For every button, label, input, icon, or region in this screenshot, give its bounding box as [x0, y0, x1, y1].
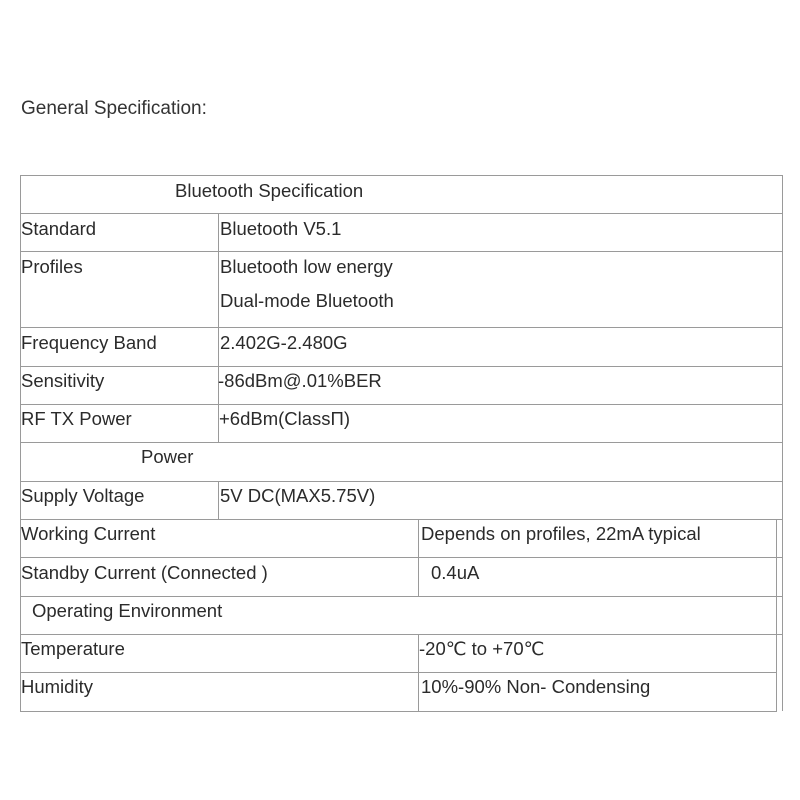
row-divider — [20, 596, 783, 597]
row-divider — [20, 519, 783, 520]
value-sensitivity: -86dBm@.01%BER — [218, 370, 382, 391]
label-humidity: Humidity — [21, 676, 93, 697]
column-divider — [418, 519, 419, 596]
row-divider — [20, 442, 783, 443]
row-divider — [20, 366, 783, 367]
column-divider — [218, 481, 219, 519]
row-divider — [20, 481, 783, 482]
label-rf-tx-power: RF TX Power — [21, 408, 132, 429]
value-frequency-band: 2.402G-2.480G — [220, 332, 348, 353]
label-supply-voltage: Supply Voltage — [21, 485, 145, 506]
value-humidity: 10%-90% Non- Condensing — [421, 676, 651, 697]
value-temperature: -20℃ to +70℃ — [419, 638, 545, 659]
table-border-top — [20, 175, 783, 176]
value-rf-tx-power: +6dBm(ClassΠ) — [219, 408, 351, 429]
row-divider — [20, 327, 783, 328]
label-profiles: Profiles — [21, 256, 83, 277]
label-frequency-band: Frequency Band — [21, 332, 157, 353]
value-supply-voltage: 5V DC(MAX5.75V) — [220, 485, 376, 506]
section-header-power: Power — [141, 446, 194, 467]
section-header-operating-environment: Operating Environment — [32, 600, 223, 621]
table-border-bottom — [20, 711, 776, 712]
value-standby-current: 0.4uA — [431, 562, 480, 583]
specification-table — [20, 175, 783, 712]
value-profiles-line-1: Bluetooth low energy — [220, 256, 393, 277]
label-working-current: Working Current — [21, 523, 156, 544]
row-divider — [20, 251, 783, 252]
label-standard: Standard — [21, 218, 97, 239]
row-divider — [20, 404, 783, 405]
section-header-bluetooth: Bluetooth Specification — [175, 180, 364, 201]
row-divider — [20, 557, 783, 558]
row-divider — [20, 634, 783, 635]
label-temperature: Temperature — [21, 638, 125, 659]
page-heading: General Specification: — [21, 98, 207, 119]
table-border-right-lower — [776, 520, 777, 712]
row-divider — [20, 672, 776, 673]
label-sensitivity: Sensitivity — [21, 370, 105, 391]
value-profiles-line-2: Dual-mode Bluetooth — [220, 290, 394, 311]
row-divider — [20, 213, 783, 214]
value-working-current: Depends on profiles, 22mA typical — [421, 523, 701, 544]
label-standby-current: Standby Current (Connected ) — [21, 562, 268, 583]
value-standard: Bluetooth V5.1 — [220, 218, 342, 239]
table-border-right — [782, 175, 783, 481]
